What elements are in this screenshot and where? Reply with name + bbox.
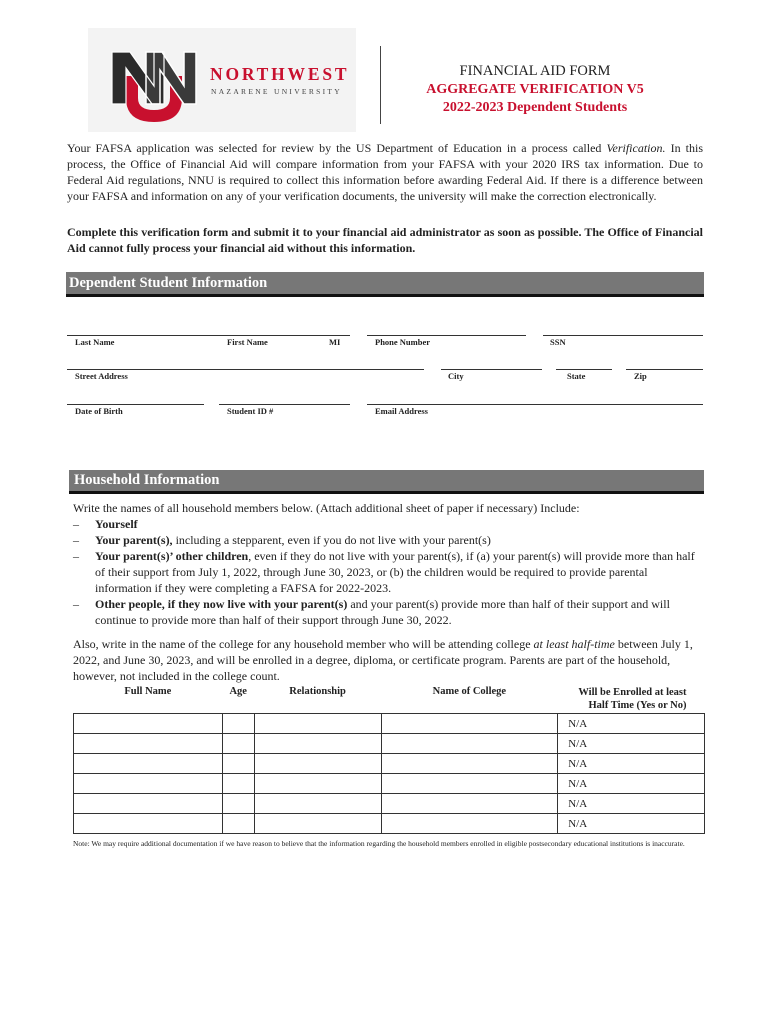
cell-age[interactable] [222, 714, 254, 734]
college-text-part2: between July 1, 2022, and June 30, 2023, and will be enrolled in a degree, diploma, or certificate program. Parents are part of the household, however, not included in the college count. [73, 637, 693, 683]
university-logo [88, 28, 356, 132]
cell-college[interactable] [381, 774, 558, 794]
label-mi: MI [329, 337, 341, 347]
college-instructions [73, 636, 705, 684]
cell-age[interactable] [222, 754, 254, 774]
cell-full-name[interactable] [74, 814, 223, 834]
cell-full-name[interactable] [74, 714, 223, 734]
logo-wordmark: NORTHWEST [210, 64, 350, 84]
student-id-field-line[interactable] [219, 404, 350, 405]
cell-enrolled[interactable]: N/A [558, 734, 705, 754]
table-row [74, 714, 705, 734]
bullet-dash: – [73, 549, 79, 563]
col-header-relationship: Relationship [289, 686, 346, 697]
cell-relationship[interactable] [254, 774, 381, 794]
footnote: Note: We may require additional documentation if we have reason to believe that the information regarding the household members enrolled in eligible postsecondary educational institutions is inaccurate. [73, 839, 685, 848]
table-row [74, 754, 705, 774]
label-city: City [448, 371, 464, 381]
label-phone: Phone Number [375, 337, 431, 347]
cell-relationship[interactable] [254, 814, 381, 834]
bullet-dash: – [73, 597, 79, 611]
nnu-logo-mark-icon [108, 42, 200, 126]
label-zip: Zip [634, 371, 647, 381]
cell-college[interactable] [381, 754, 558, 774]
label-ssn: SSN [550, 337, 566, 347]
state-field-line[interactable] [556, 369, 612, 370]
cell-college[interactable] [381, 814, 558, 834]
bullet-item [73, 516, 705, 532]
cell-relationship[interactable] [254, 794, 381, 814]
col-header-enrolled: Will be Enrolled at least Half Time (Yes or No) [578, 687, 687, 711]
cell-college[interactable] [381, 734, 558, 754]
label-state: State [567, 371, 586, 381]
zip-field-line[interactable] [626, 369, 703, 370]
intro-text-part1: Your FAFSA application was selected for review by the US Department of Education in a process called [67, 141, 607, 155]
intro-text-part2: In this process, the Office of Financial Aid will compare information from your FAFSA with your 2020 IRS tax information. Due to Federal Aid regulations, NNU is required to collect this information before awarding Federal Aid. If there is a difference between your FAFSA and information on any of your verification documents, the university will make the correction electronically. [67, 141, 703, 203]
cell-enrolled[interactable]: N/A [558, 774, 705, 794]
section-header-dependent: Dependent Student Information [66, 272, 704, 297]
bullet-bold: Other people, if they now live with your parent(s) [95, 597, 348, 611]
college-text-part1: Also, write in the name of the college for any household member who will be attending college [73, 637, 534, 651]
phone-field-line[interactable] [367, 335, 526, 336]
cell-age[interactable] [222, 814, 254, 834]
bullet-bold: Yourself [95, 517, 138, 531]
table-row [74, 774, 705, 794]
col-header-college: Name of College [432, 686, 507, 697]
label-last-name: Last Name [75, 337, 115, 347]
bullet-text: including a stepparent, even if you do not live with your parent(s) [172, 533, 491, 547]
email-field-line[interactable] [367, 404, 703, 405]
cell-full-name[interactable] [74, 794, 223, 814]
bullet-bold: Your parent(s), [95, 533, 173, 547]
header-divider [380, 46, 381, 124]
cell-college[interactable] [381, 714, 558, 734]
cell-full-name[interactable] [74, 774, 223, 794]
table-row [74, 814, 705, 834]
intro-emphasis: Verification. [606, 141, 666, 155]
bullet-item [73, 548, 705, 596]
col-header-age: Age [229, 686, 247, 697]
bullet-item [73, 596, 705, 628]
cell-relationship[interactable] [254, 754, 381, 774]
cell-age[interactable] [222, 774, 254, 794]
label-student-id: Student ID # [227, 406, 274, 416]
cell-age[interactable] [222, 794, 254, 814]
cell-relationship[interactable] [254, 734, 381, 754]
cell-enrolled[interactable]: N/A [558, 794, 705, 814]
label-dob: Date of Birth [75, 406, 123, 416]
table-row [74, 734, 705, 754]
cell-enrolled[interactable]: N/A [558, 714, 705, 734]
cell-full-name[interactable] [74, 754, 223, 774]
bullet-text: , even if they do not live with your parent(s), if (a) your parent(s) will provide more than half of their support from July 1, 2022, through June 30, 2023, or (b) the children would be required to provide parental information if they were completing a FAFSA for 2022-2023. [95, 549, 695, 595]
bullet-bold: Your parent(s)’ other children [95, 549, 249, 563]
street-field-line[interactable] [67, 369, 424, 370]
bullet-text: and your parent(s) provide more than half of their support and will continue to provide more than half of their support through June 30, 2022. [95, 597, 670, 627]
bullet-item [73, 532, 705, 548]
cell-full-name[interactable] [74, 734, 223, 754]
table-row [74, 794, 705, 814]
section-header-household: Household Information [69, 470, 704, 494]
dob-field-line[interactable] [67, 404, 204, 405]
cell-relationship[interactable] [254, 714, 381, 734]
ssn-field-line[interactable] [543, 335, 703, 336]
bullet-dash: – [73, 517, 79, 531]
cell-college[interactable] [381, 794, 558, 814]
intro-instructions: Complete this verification form and submit it to your financial aid administrator as soon as possible. The Office of Financial Aid cannot fully process your financial aid without this information. [67, 225, 703, 255]
cell-enrolled[interactable]: N/A [558, 754, 705, 774]
college-emphasis: at least half-time [533, 637, 615, 651]
cell-enrolled[interactable]: N/A [558, 814, 705, 834]
cell-age[interactable] [222, 734, 254, 754]
form-version: AGGREGATE VERIFICATION V5 [426, 82, 644, 97]
name-field-line[interactable] [67, 335, 350, 336]
col-header-full-name: Full Name [124, 686, 172, 697]
table-header-row [74, 684, 705, 714]
form-title: FINANCIAL AID FORM [459, 63, 611, 79]
logo-subtitle: NAZARENE UNIVERSITY [211, 87, 342, 96]
intro-paragraph [67, 140, 703, 204]
label-first-name: First Name [227, 337, 268, 347]
bullet-dash: – [73, 533, 79, 547]
household-table [73, 684, 705, 834]
form-year: 2022-2023 Dependent Students [442, 100, 628, 115]
household-instructions: Write the names of all household members below. (Attach additional sheet of paper if necessary) Include: [73, 501, 580, 515]
label-street: Street Address [75, 371, 128, 381]
label-email: Email Address [375, 406, 428, 416]
city-field-line[interactable] [441, 369, 542, 370]
